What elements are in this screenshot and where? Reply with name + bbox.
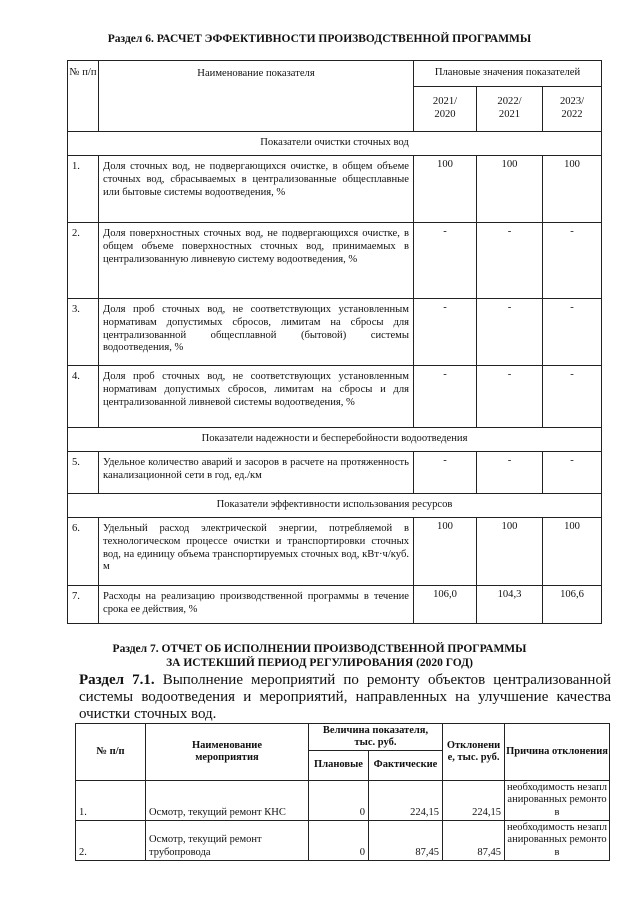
value-cell: 100: [414, 156, 477, 223]
value-cell: -: [543, 223, 602, 299]
year-header: 2021/ 2020: [414, 87, 477, 132]
section71-text: Выполнение мероприятий по ремонту объектов централизованной системы водоотведения и мероприятий, направленных на улучшение качества очистки сточных вод.: [79, 672, 611, 722]
section71-paragraph: [79, 672, 611, 723]
value-cell: -: [414, 223, 477, 299]
row-num: 1.: [68, 156, 99, 223]
col-fact-header: Фактические: [369, 751, 443, 781]
col-num-header: № п/п: [76, 724, 146, 781]
value-cell: 106,6: [543, 586, 602, 624]
value-cell: -: [477, 223, 543, 299]
row-num: 2.: [68, 223, 99, 299]
value-cell: 104,3: [477, 586, 543, 624]
indicator-name: Доля сточных вод, не подвергающихся очистке, в общем объеме сточных вод, сбрасываемых в централизованные общесплавные или бытовые системы водоотведения, %: [99, 156, 414, 223]
value-cell: 106,0: [414, 586, 477, 624]
measure-name: Осмотр, текущий ремонт трубопровода: [146, 821, 309, 861]
col-name-header: Наименование мероприятия: [146, 724, 309, 781]
row-num: 3.: [68, 299, 99, 366]
fact-value: 224,15: [369, 781, 443, 821]
row-num: 7.: [68, 586, 99, 624]
deviation-reason: необходимость незапланированных ремонтов: [505, 781, 610, 821]
dev-value: 87,45: [443, 821, 505, 861]
col-value-header: Величина показателя, тыс. руб.: [309, 724, 443, 751]
efficiency-table: [67, 60, 602, 624]
value-cell: 100: [477, 156, 543, 223]
value-cell: -: [543, 366, 602, 428]
indicator-name: Удельное количество аварий и засоров в расчете на протяженность канализационной сети в год, ед./км: [99, 452, 414, 494]
dev-value: 224,15: [443, 781, 505, 821]
value-cell: 100: [414, 518, 477, 586]
value-cell: -: [477, 299, 543, 366]
value-cell: 100: [543, 156, 602, 223]
value-cell: -: [414, 366, 477, 428]
value-cell: -: [543, 452, 602, 494]
value-cell: -: [414, 299, 477, 366]
row-num: 1.: [76, 781, 146, 821]
row-num: 4.: [68, 366, 99, 428]
indicator-name: Доля проб сточных вод, не соответствующих установленным нормативам допустимых сбросов, лимитам на сбросы и для централизованной ливневой системы водоотведения, %: [99, 366, 414, 428]
value-cell: -: [414, 452, 477, 494]
indicator-name: Доля проб сточных вод, не соответствующих установленным нормативам допустимых сбросов, лимитам на сбросы для централизованной общесплавной (бытовой) системы водоотведения, %: [99, 299, 414, 366]
year-header: 2022/ 2021: [477, 87, 543, 132]
year-header: 2023/ 2022: [543, 87, 602, 132]
row-num: 2.: [76, 821, 146, 861]
col-plan-header: Плановые: [309, 751, 369, 781]
row-num: 6.: [68, 518, 99, 586]
group-heading: Показатели надежности и бесперебойности водоотведения: [68, 428, 602, 452]
deviation-reason: необходимость незапланированных ремонтов: [505, 821, 610, 861]
section6-title: Раздел 6. РАСЧЕТ ЭФФЕКТИВНОСТИ ПРОИЗВОДСТВЕННОЙ ПРОГРАММЫ: [107, 33, 532, 45]
section7-title: [0, 642, 639, 670]
col-planned-header: Плановые значения показателей: [414, 61, 602, 87]
value-cell: -: [477, 452, 543, 494]
value-cell: -: [543, 299, 602, 366]
report-table: [75, 723, 610, 861]
section7-title-line2: ЗА ИСТЕКШИЙ ПЕРИОД РЕГУЛИРОВАНИЯ (2020 ГОД): [166, 657, 473, 669]
col-reason-header: Причина отклонения: [505, 724, 610, 781]
value-cell: -: [477, 366, 543, 428]
section7-title-line1: Раздел 7. ОТЧЕТ ОБ ИСПОЛНЕНИИ ПРОИЗВОДСТВЕННОЙ ПРОГРАММЫ: [112, 643, 527, 655]
col-num-header: № п/п: [68, 61, 99, 132]
indicator-name: Удельный расход электрической энергии, потребляемой в технологическом процессе очистки и транспортировки сточных вод, на единицу объема транспортируемых сточных вод, кВт·ч/куб. м: [99, 518, 414, 586]
plan-value: 0: [309, 781, 369, 821]
group-heading: Показатели эффективности использования ресурсов: [68, 494, 602, 518]
measure-name: Осмотр, текущий ремонт КНС: [146, 781, 309, 821]
section71-label: Раздел 7.1.: [79, 672, 155, 688]
value-cell: 100: [543, 518, 602, 586]
indicator-name: Доля поверхностных сточных вод, не подвергающихся очистке, в общем объеме поверхностных сточных вод, принимаемых в централизованную ливневую систему водоотведения, %: [99, 223, 414, 299]
indicator-name: Расходы на реализацию производственной программы в течение срока ее действия, %: [99, 586, 414, 624]
fact-value: 87,45: [369, 821, 443, 861]
row-num: 5.: [68, 452, 99, 494]
plan-value: 0: [309, 821, 369, 861]
col-name-header: Наименование показателя: [99, 61, 414, 132]
group-heading: Показатели очистки сточных вод: [68, 132, 602, 156]
value-cell: 100: [477, 518, 543, 586]
col-dev-header: Отклонение, тыс. руб.: [443, 724, 505, 781]
